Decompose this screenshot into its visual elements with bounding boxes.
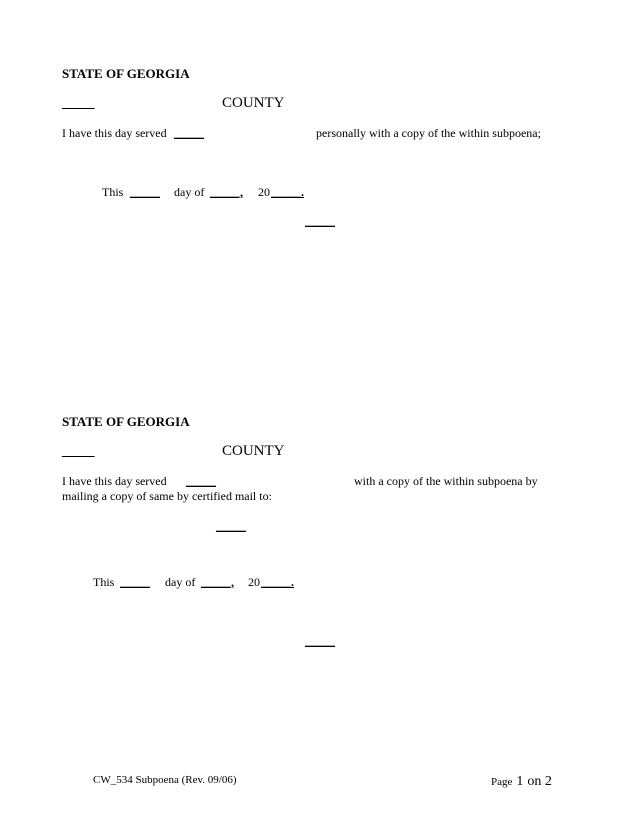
year-blank-1[interactable]: _____. xyxy=(271,185,304,199)
served-line2: mailing a copy of same by certified mail to: xyxy=(62,489,272,503)
state-heading-1: STATE OF GEORGIA xyxy=(62,66,190,81)
year-prefix-2: 20 xyxy=(248,575,260,589)
signature-blank-2[interactable]: _____ xyxy=(305,634,335,648)
day-blank-2[interactable]: _____ xyxy=(120,575,150,589)
address-blank-2[interactable]: _____ xyxy=(216,519,246,533)
signature-blank-1[interactable]: _____ xyxy=(305,214,335,228)
served-prefix-1: I have this day served xyxy=(62,126,167,140)
this-label-1: This xyxy=(102,185,124,199)
day-of-label-1: day of xyxy=(174,185,205,199)
state-heading-2: STATE OF GEORGIA xyxy=(62,414,190,429)
form-id: CW_534 Subpoena (Rev. 09/06) xyxy=(93,774,237,786)
day-blank-1[interactable]: _____ xyxy=(130,185,160,199)
day-of-label-2: day of xyxy=(165,575,196,589)
served-blank-1[interactable]: _____ xyxy=(174,126,204,140)
this-label-2: This xyxy=(93,575,115,589)
served-blank-2[interactable]: _____ xyxy=(186,474,216,488)
page-label: Page xyxy=(491,776,513,788)
year-blank-2[interactable]: _____. xyxy=(261,575,294,589)
month-blank-1[interactable]: _____, xyxy=(210,185,243,199)
county-blank-1[interactable]: _____ xyxy=(62,95,95,110)
served-suffix-1: personally with a copy of the within subpoena; xyxy=(316,126,541,140)
county-label-2: COUNTY xyxy=(222,443,285,459)
month-blank-2[interactable]: _____, xyxy=(201,575,234,589)
page-number: 1 xyxy=(516,774,524,789)
page-of: on 2 xyxy=(527,774,552,789)
county-label-1: COUNTY xyxy=(222,95,285,111)
served-suffix-2: with a copy of the within subpoena by xyxy=(354,474,538,488)
served-prefix-2: I have this day served xyxy=(62,474,167,488)
page-indicator xyxy=(491,772,552,790)
county-blank-2[interactable]: _____ xyxy=(62,443,95,458)
year-prefix-1: 20 xyxy=(258,185,270,199)
